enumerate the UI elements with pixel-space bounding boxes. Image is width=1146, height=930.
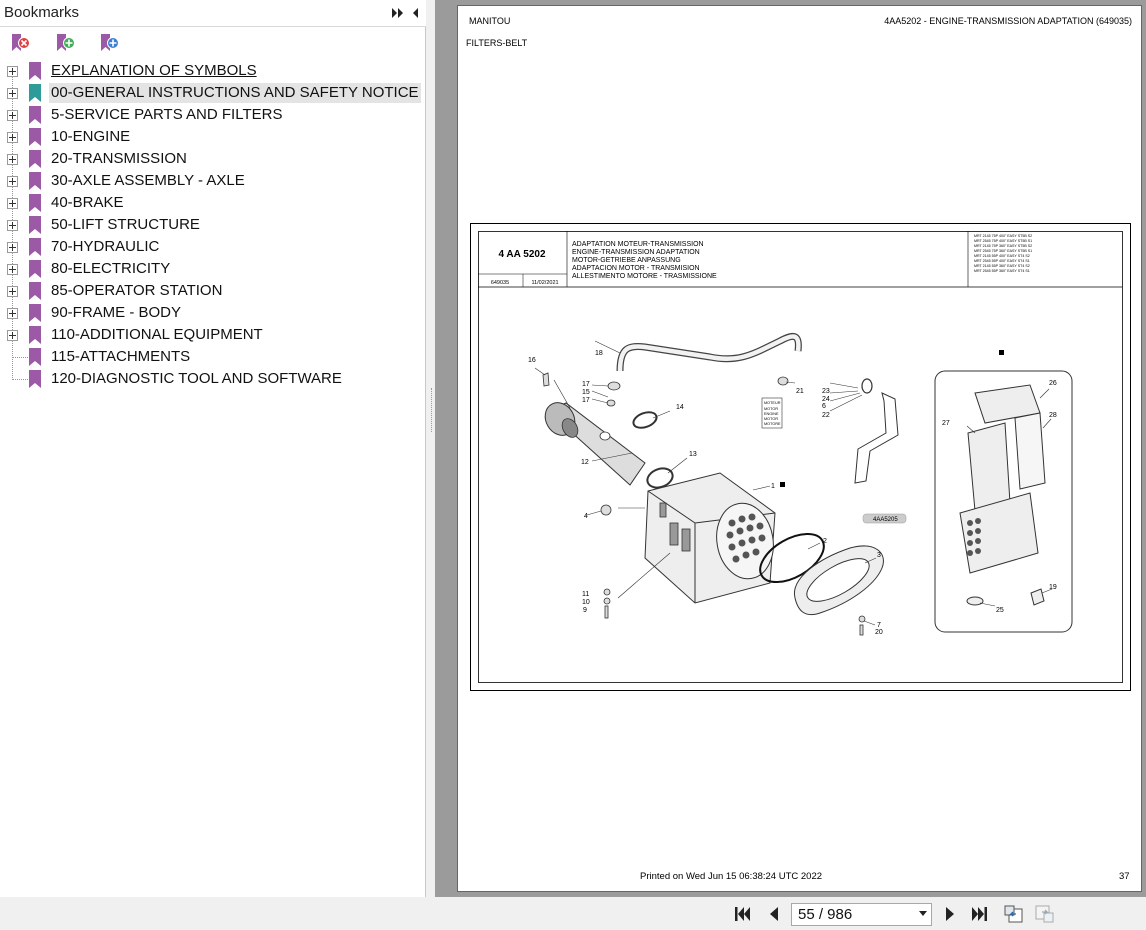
motor-label: MOTORE — [764, 422, 781, 426]
bookmarks-panel — [0, 0, 426, 897]
expand-toggle-icon[interactable] — [7, 308, 18, 319]
panel-splitter[interactable] — [427, 0, 435, 897]
drawing-code: 4 AA 5202 — [498, 249, 546, 260]
drawing-name-line: ADAPTATION MOTEUR-TRANSMISSION — [572, 241, 704, 248]
bookmark-item[interactable] — [0, 346, 426, 368]
bookmark-icon — [29, 304, 41, 322]
bookmark-label[interactable]: 00-GENERAL INSTRUCTIONS AND SAFETY NOTICE — [51, 84, 419, 101]
page-selector-value: 55 / 986 — [798, 906, 853, 923]
callout: 11 — [582, 591, 590, 598]
callout: 27 — [942, 420, 950, 427]
expand-toggle-icon[interactable] — [7, 198, 18, 209]
expand-toggle-icon[interactable] — [7, 264, 18, 275]
callout: 16 — [528, 357, 536, 364]
bookmark-item[interactable] — [0, 60, 426, 82]
bookmark-icon — [29, 370, 41, 388]
page-number: 37 — [1119, 871, 1130, 882]
tree-connector — [13, 357, 28, 358]
expand-toggle-icon[interactable] — [7, 220, 18, 231]
model-line: MRT 2545 55P 360" EASY ST4 S1 — [974, 269, 1030, 273]
bookmark-label[interactable]: 5-SERVICE PARTS AND FILTERS — [51, 106, 283, 123]
page-title: 4AA5202 - ENGINE-TRANSMISSION ADAPTATION (649035) — [884, 16, 1132, 26]
bookmark-label[interactable]: 90-FRAME - BODY — [51, 304, 182, 321]
callout: 26 — [1049, 380, 1057, 387]
bookmark-label[interactable]: 10-ENGINE — [51, 128, 131, 145]
bookmark-label[interactable]: 80-ELECTRICITY — [51, 260, 171, 277]
bookmark-item[interactable] — [0, 280, 426, 302]
drawing-name-line: ADAPTACION MOTOR - TRANSMISION — [572, 265, 700, 272]
splitter-grip[interactable] — [431, 388, 433, 432]
expand-toggle-icon[interactable] — [7, 330, 18, 341]
bookmark-icon — [29, 128, 41, 146]
bookmark-add-child-icon[interactable] — [98, 32, 122, 54]
bookmark-item[interactable] — [0, 192, 426, 214]
drawing-name-line: ENGINE-TRANSMISSION ADAPTATION — [572, 249, 700, 256]
tree-connector — [13, 379, 28, 380]
bookmark-icon — [29, 348, 41, 366]
bookmark-item[interactable] — [0, 368, 426, 390]
bookmark-item[interactable] — [0, 126, 426, 148]
first-page-icon[interactable] — [732, 904, 752, 924]
bookmark-item[interactable] — [0, 214, 426, 236]
callout: 14 — [676, 404, 684, 411]
bookmark-item[interactable] — [0, 236, 426, 258]
bookmark-item[interactable] — [0, 324, 426, 346]
callout: 10 — [582, 599, 590, 606]
bookmark-item[interactable] — [0, 148, 426, 170]
bookmark-icon — [29, 106, 41, 124]
collapse-panel-icon[interactable] — [410, 6, 420, 20]
callout: 7 — [877, 622, 881, 629]
page-brand: MANITOU — [469, 16, 511, 26]
expand-toggle-icon[interactable] — [7, 154, 18, 165]
callout: 17 — [582, 381, 590, 388]
expand-toggle-icon[interactable] — [7, 88, 18, 99]
model-line: MRT 2145 75P 400" EASY ST5B S2 — [974, 234, 1033, 238]
bookmark-item[interactable] — [0, 104, 426, 126]
bookmark-icon — [29, 260, 41, 278]
drawing-ref: 649035 — [490, 280, 510, 286]
motor-label: MOTOR — [764, 417, 779, 421]
model-line: MRT 2145 55P 360" EASY ST4 S2 — [974, 264, 1030, 268]
callout: 24 — [822, 396, 830, 403]
model-line: MRT 2545 75P 400" EASY ST5B S1 — [974, 239, 1033, 243]
callout: 20 — [875, 629, 883, 636]
callout: 17 — [582, 397, 590, 404]
page-section: FILTERS-BELT — [466, 38, 528, 48]
bookmark-icon — [29, 150, 41, 168]
bookmark-item[interactable] — [0, 302, 426, 324]
callout: 22 — [822, 412, 830, 419]
last-page-icon[interactable] — [970, 904, 990, 924]
callout: 18 — [595, 350, 603, 357]
bookmark-item[interactable] — [0, 82, 426, 104]
bookmark-label[interactable]: EXPLANATION OF SYMBOLS — [51, 62, 257, 79]
bookmark-item[interactable] — [0, 170, 426, 192]
back-view-icon[interactable] — [1002, 904, 1024, 924]
callout: 6 — [822, 403, 826, 410]
callout: 3 — [877, 552, 881, 559]
model-line: MRT 2545 75P 360" EASY ST5B S1 — [974, 249, 1033, 253]
bookmark-icon — [29, 194, 41, 212]
bookmarks-title: Bookmarks — [4, 4, 80, 21]
bookmark-label[interactable]: 40-BRAKE — [51, 194, 124, 211]
bookmark-icon — [29, 172, 41, 190]
parts-drawing — [470, 223, 1131, 691]
expand-toggle-icon[interactable] — [7, 132, 18, 143]
drawing-date: 11/02/2021 — [531, 280, 559, 286]
expand-panel-icon[interactable] — [391, 6, 405, 20]
callout: 15 — [582, 389, 590, 396]
ref-tag-label: 4AA5205 — [873, 517, 898, 523]
bookmark-label[interactable]: 50-LIFT STRUCTURE — [51, 216, 200, 233]
expand-toggle-icon[interactable] — [7, 242, 18, 253]
chevron-down-icon[interactable] — [919, 911, 927, 916]
motor-label: MOTOR — [764, 407, 779, 411]
drawing-name-line: ALLESTIMENTO MOTORE - TRASMISSIONE — [572, 273, 717, 280]
next-page-icon[interactable] — [940, 904, 960, 924]
drawing-name-line: MOTOR-GETRIEBE ANPASSUNG — [572, 257, 681, 264]
callout: 21 — [796, 388, 804, 395]
bookmark-label[interactable]: 70-HYDRAULIC — [51, 238, 160, 255]
bookmark-label[interactable]: 85-OPERATOR STATION — [51, 282, 223, 299]
callout: 25 — [996, 607, 1004, 614]
page-printed-date: Printed on Wed Jun 15 06:38:24 UTC 2022 — [640, 871, 823, 882]
callout: 13 — [689, 451, 697, 458]
expand-toggle-icon[interactable] — [7, 176, 18, 187]
callout: 28 — [1049, 412, 1057, 419]
bookmark-add-icon[interactable] — [54, 32, 78, 54]
bookmark-icon — [29, 216, 41, 234]
bookmark-item[interactable] — [0, 258, 426, 280]
callout: 12 — [581, 459, 589, 466]
page-selector[interactable] — [791, 903, 932, 926]
callout: 23 — [822, 388, 830, 395]
bookmark-icon — [29, 84, 41, 102]
expand-toggle-icon[interactable] — [7, 110, 18, 121]
bookmark-label[interactable]: 20-TRANSMISSION — [51, 150, 187, 167]
previous-page-icon[interactable] — [764, 904, 784, 924]
callout: 19 — [1049, 584, 1057, 591]
bookmark-icon — [29, 238, 41, 256]
model-line: MRT 2145 55P 400" EASY ST4 S2 — [974, 254, 1030, 258]
expand-toggle-icon[interactable] — [7, 66, 18, 77]
motor-label: ENGINE — [764, 412, 779, 416]
bookmark-label[interactable]: 30-AXLE ASSEMBLY - AXLE — [51, 172, 245, 189]
expand-toggle-icon[interactable] — [7, 286, 18, 297]
model-line: MRT 2145 75P 360" EASY ST5B S2 — [974, 244, 1033, 248]
forward-view-icon[interactable] — [1034, 904, 1056, 924]
callout: 4 — [584, 513, 588, 520]
motor-label: MOTEUR — [764, 401, 781, 405]
bookmark-icon — [29, 62, 41, 80]
bookmark-label[interactable]: 120-DIAGNOSTIC TOOL AND SOFTWARE — [51, 370, 342, 387]
bookmark-icon — [29, 326, 41, 344]
bookmark-label[interactable]: 115-ATTACHMENTS — [51, 348, 191, 365]
callout: 9 — [583, 607, 587, 614]
bookmark-icon — [29, 282, 41, 300]
bookmark-label[interactable]: 110-ADDITIONAL EQUIPMENT — [51, 326, 263, 343]
model-line: MRT 2545 55P 400" EASY ST4 S1 — [974, 259, 1030, 263]
bookmark-delete-icon[interactable] — [9, 32, 33, 54]
callout: 2 — [823, 538, 827, 545]
bookmarks-header — [0, 0, 426, 27]
callout: 1 — [771, 483, 775, 490]
